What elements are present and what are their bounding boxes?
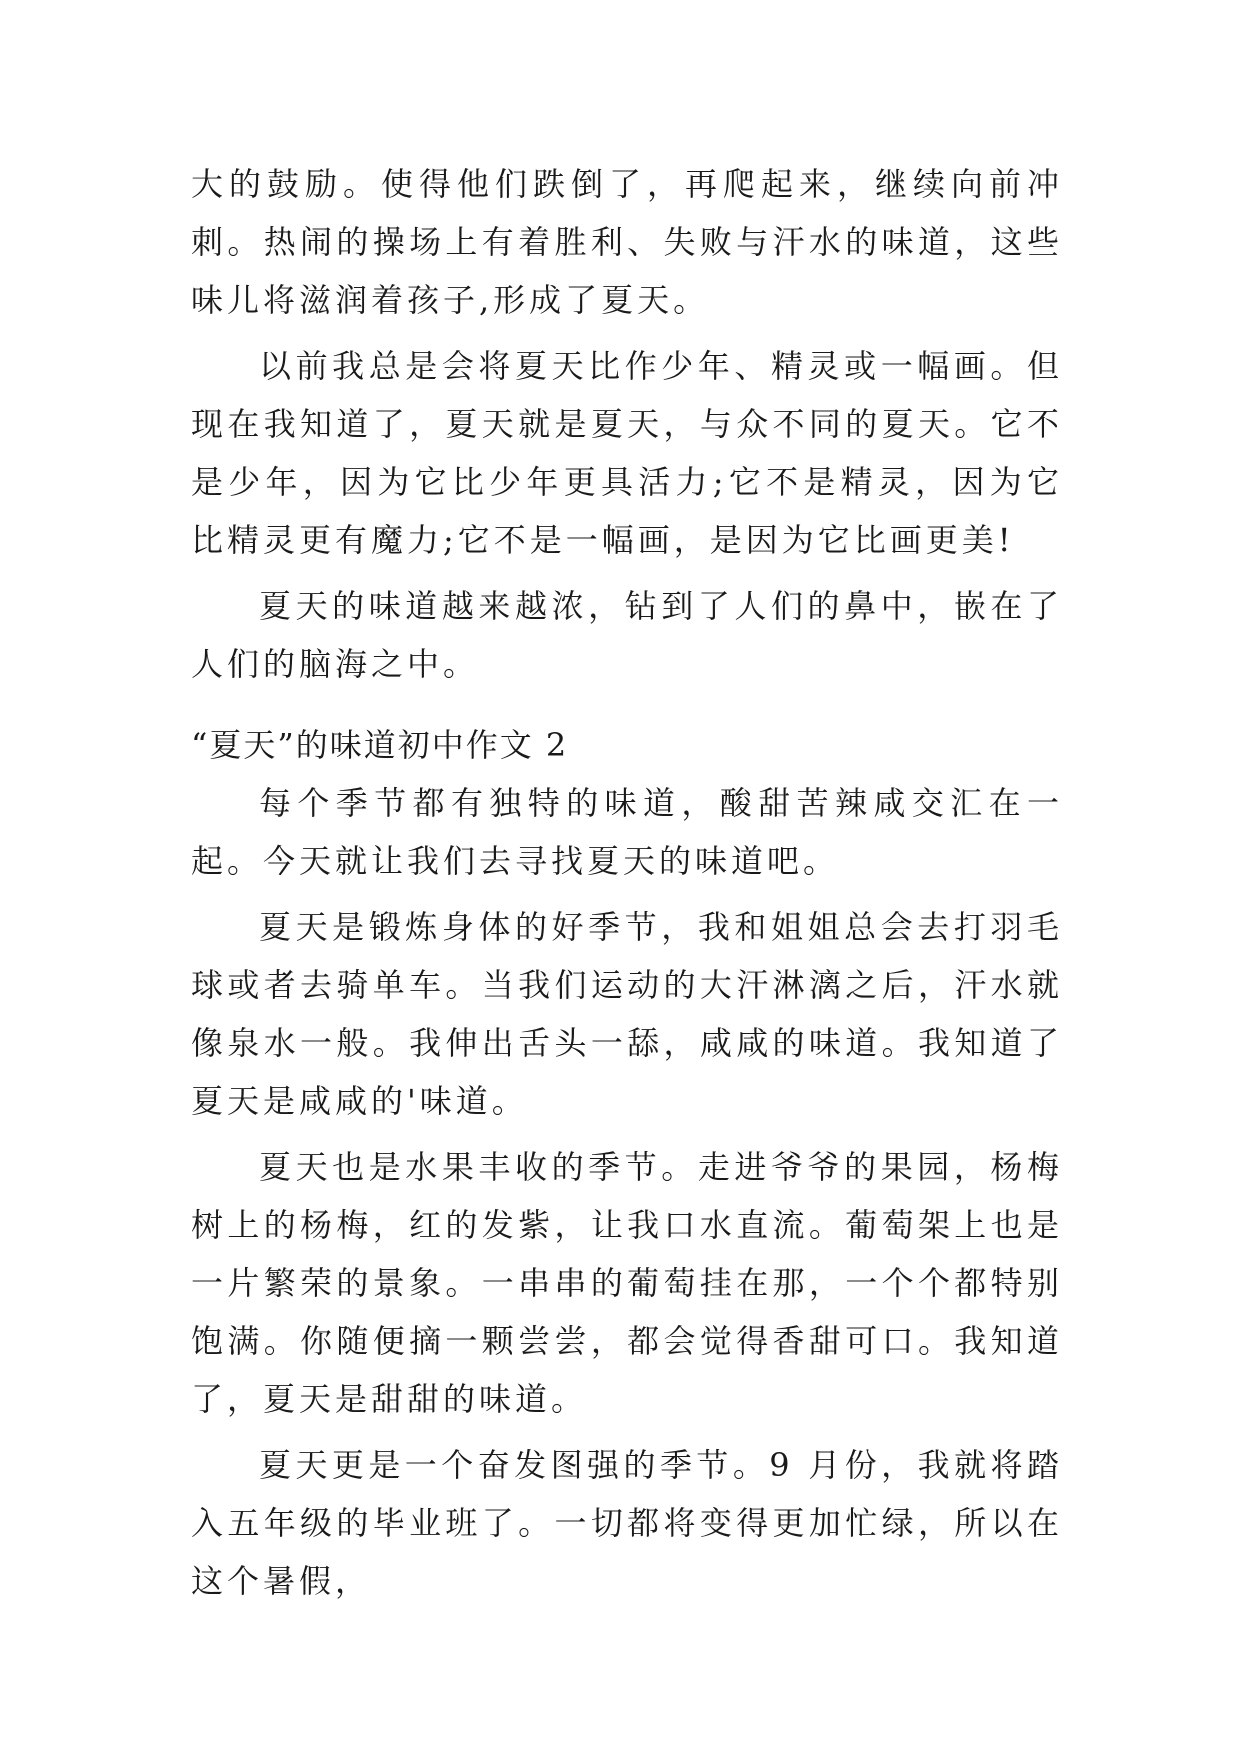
essay-2: [191, 716, 1063, 1610]
paragraph: 夏天是锻炼身体的好季节，我和姐姐总会去打羽毛球或者去骑单车。当我们运动的大汗淋漓之后，汗水就像泉水一般。我伸出舌头一舔，咸咸的味道。我知道了夏天是咸咸的'味道。: [191, 908, 1063, 1120]
paragraph: 以前我总是会将夏天比作少年、精灵或一幅画。但现在我知道了，夏天就是夏天，与众不同的夏天。它不是少年，因为它比少年更具活力;它不是精灵，因为它比精灵更有魔力;它不是一幅画，是因为它比画更美!: [191, 347, 1063, 559]
essay-1-ending: [191, 155, 1063, 693]
paragraph: 每个季节都有独特的味道，酸甜苦辣咸交汇在一起。今天就让我们去寻找夏天的味道吧。: [191, 784, 1063, 880]
essay-title: “夏天”的味道初中作文 2: [191, 726, 569, 764]
paragraph-continuation: 大的鼓励。使得他们跌倒了，再爬起来，继续向前冲刺。热闹的操场上有着胜利、失败与汗水的味道，这些味儿将滋润着孩子,形成了夏天。: [191, 165, 1063, 319]
paragraph: 夏天的味道越来越浓，钻到了人们的鼻中，嵌在了人们的脑海之中。: [191, 587, 1063, 683]
paragraph: 夏天更是一个奋发图强的季节。9 月份，我就将踏入五年级的毕业班了。一切都将变得更加忙绿，所以在这个暑假，: [191, 1446, 1063, 1600]
paragraph: 夏天也是水果丰收的季节。走进爷爷的果园，杨梅树上的杨梅，红的发紫，让我口水直流。葡萄架上也是一片繁荣的景象。一串串的葡萄挂在那，一个个都特别饱满。你随便摘一颗尝尝，都会觉得香甜可口。我知道了，夏天是甜甜的味道。: [191, 1148, 1063, 1418]
